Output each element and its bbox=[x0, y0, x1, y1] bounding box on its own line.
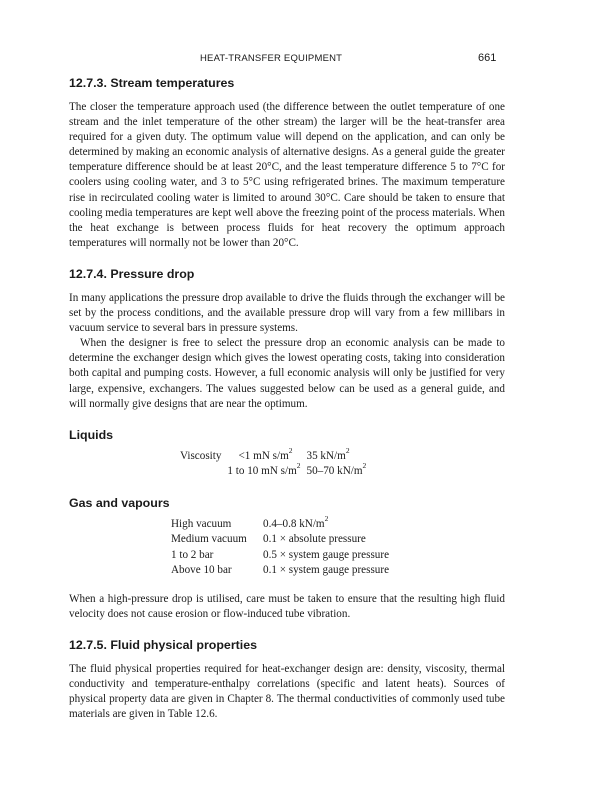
paragraph: The fluid physical properties required for heat-exchanger design are: density, viscosity, thermal conductivity and temperature-enthalpy correlations (specific and latent heats). Sources of physical property data are given in Chapter 8. The thermal conductivities of commonly used tube materials are given in Table 12.6. bbox=[69, 662, 505, 721]
table-row bbox=[171, 517, 389, 533]
section-liquids bbox=[69, 427, 505, 480]
pressure-drop-cell: 0.5 × system gauge pressure bbox=[263, 548, 390, 561]
paragraph: In many applications the pressure drop available to drive the fluids through the exchanger will be set by the process conditions, and the available pressure drop will vary from a few millibars in vacuum service to several bars in pressure systems. bbox=[69, 291, 505, 335]
condition-cell: 1 to 2 bar bbox=[171, 548, 214, 561]
condition-cell: Medium vacuum bbox=[171, 533, 247, 546]
pressure-drop-cell: 0.1 × absolute pressure bbox=[263, 533, 366, 546]
subsection-heading: Gas and vapours bbox=[69, 495, 170, 510]
running-title: HEAT-TRANSFER EQUIPMENT bbox=[200, 53, 343, 64]
section-stream-temperatures bbox=[69, 75, 505, 251]
liquids-pressure-drop-table bbox=[180, 445, 367, 480]
paragraph: The closer the temperature approach used (the difference between the outlet temperature of one stream and the inlet temperature of the other stream) the larger will be the heat-transfer area required for a given duty. The optimum value will depend on the application, and can only be determined by making an economic analysis of alternative designs. As a general guide the greater temperature difference should be at least 20°C, and the least temperature difference 5 to 7°C for coolers using cooling water, and 3 to 5°C using refrigerated brines. The maximum temperature rise in recirculated cooling water is limited to around 30°C. Care should be taken to ensure that cooling media temperatures are kept well above the freezing point of the process materials. When the heat exchange is between process fluids for heat recovery the optimum approach temperatures will normally not be lower than 20°C. bbox=[69, 101, 505, 249]
condition-cell: Above 10 bar bbox=[171, 564, 232, 577]
subsection-heading: Liquids bbox=[69, 427, 114, 442]
viscosity-cell: 1 to 10 mN $s/m^2$ bbox=[227, 461, 301, 478]
section-pressure-drop bbox=[69, 266, 505, 412]
gas-pressure-drop-table bbox=[171, 513, 390, 579]
table-row bbox=[171, 563, 389, 579]
table-row bbox=[171, 532, 389, 548]
section-heading: 12.7.5. Fluid physical properties bbox=[69, 637, 257, 652]
page-number: 661 bbox=[478, 52, 497, 64]
table-row bbox=[171, 548, 389, 564]
table-row bbox=[180, 449, 366, 465]
pressure-drop-cell: 0.4–0.8 $kN/m^2$ bbox=[263, 513, 329, 530]
pressure-drop-cell: 0.1 × system gauge pressure bbox=[263, 564, 390, 577]
pressure-drop-cell: 35 $kN/m^2$ bbox=[306, 445, 350, 462]
condition-cell: High vacuum bbox=[171, 517, 232, 530]
section-gas-vapours bbox=[69, 495, 505, 622]
section-heading: 12.7.4. Pressure drop bbox=[69, 266, 195, 281]
table-row bbox=[180, 464, 366, 480]
page-body bbox=[69, 75, 505, 722]
section-fluid-physical-properties bbox=[69, 637, 505, 722]
viscosity-cell: <1 mN $s/m^2$ bbox=[238, 445, 293, 462]
row-label: Viscosity bbox=[180, 449, 222, 462]
pressure-drop-cell: 50–70 $kN/m^2$ bbox=[306, 461, 367, 478]
section-heading: 12.7.3. Stream temperatures bbox=[69, 76, 235, 90]
paragraph: When a high-pressure drop is utilised, care must be taken to ensure that the resulting high fluid velocity does not cause erosion or flow-induced tube vibration. bbox=[69, 592, 505, 620]
paragraph: When the designer is free to select the pressure drop an economic analysis can be made to determine the exchanger design which gives the lowest operating costs, taking into consideration both capital and pumping costs. However, a full economic analysis will only be justified for very large, expensive, exchangers. The values suggested below can be used as a general guide, and will normally give designs that are near the optimum. bbox=[69, 337, 505, 410]
running-header bbox=[0, 53, 612, 69]
